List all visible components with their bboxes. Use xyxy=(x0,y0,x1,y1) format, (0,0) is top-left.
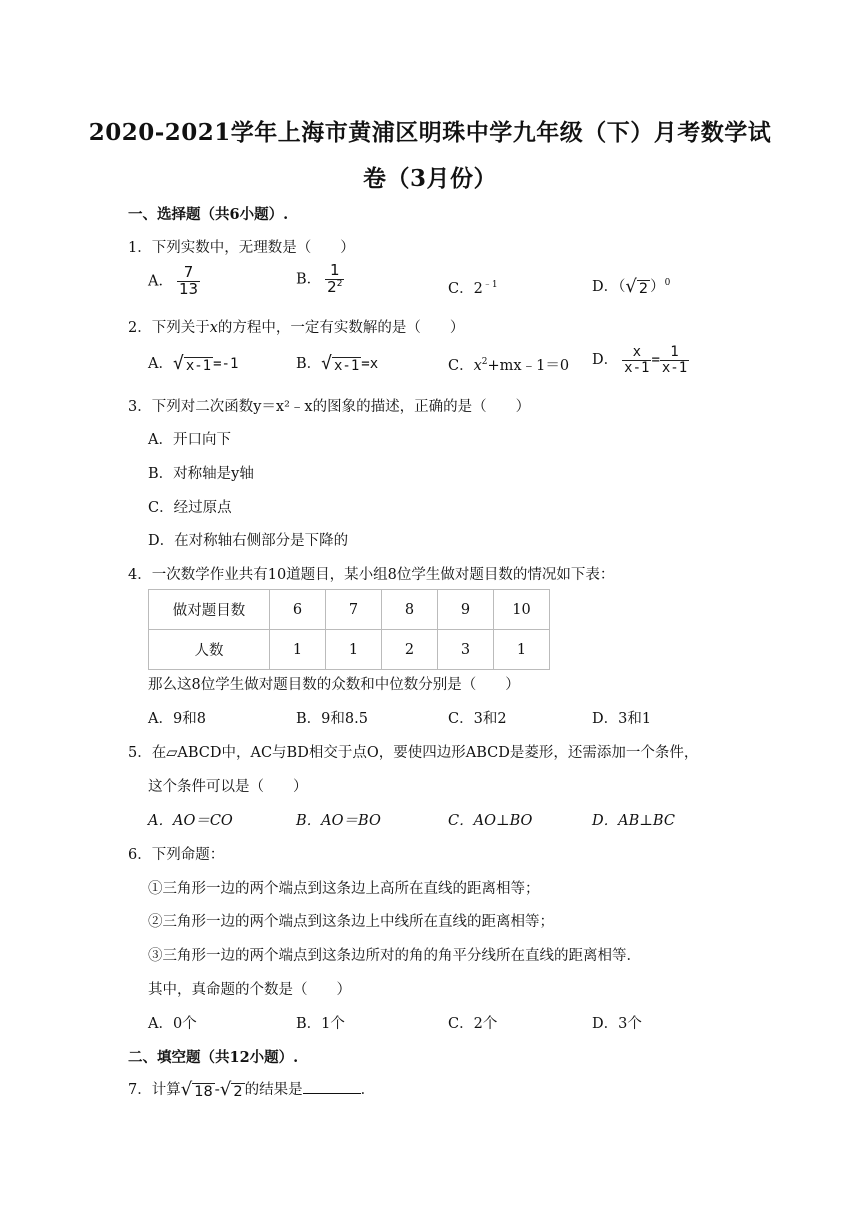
q1-option-d: D．（ √ 2 ）$^0$ xyxy=(592,275,671,297)
q1-option-c: C．$2^{﹣1}$ xyxy=(448,280,498,297)
table-cell: 1 xyxy=(494,630,550,670)
table-cell: 6 xyxy=(270,590,326,630)
table-cell: 3 xyxy=(438,630,494,670)
q6-option-b: B．1个 xyxy=(296,1016,345,1032)
table-cell: 做对题目数 xyxy=(149,590,270,630)
q6-option-c: C．2个 xyxy=(448,1016,498,1032)
q6-proposition-3: ③三角形一边的两个端点到这条边所对的角的角平分线所在直线的距离相等． xyxy=(148,948,641,964)
q2-option-c: C．$x^2+mx﹣1=0$ xyxy=(448,357,570,374)
q4-option-d: D．3和1 xyxy=(592,711,652,727)
table-row xyxy=(149,630,550,670)
section-heading-choice: 一、选择题（共6小题）. xyxy=(128,206,289,223)
q6-proposition-1: ①三角形一边的两个端点到这条边上高所在直线的距离相等； xyxy=(148,881,540,897)
table-cell: 1 xyxy=(270,630,326,670)
question-6-follow: 其中，真命题的个数是（ ） xyxy=(148,982,351,998)
q3-option-c: C．经过原点 xyxy=(148,500,232,516)
q2-option-a: A． √ x-1 =-1 xyxy=(148,352,239,374)
question-4-follow: 那么这8位学生做对题目数的众数和中位数分别是（ ） xyxy=(148,677,520,693)
q5-option-b: B．AO＝BO xyxy=(296,813,381,829)
page-title-line1: 2020-2021学年上海市黄浦区明珠中学九年级（下）月考数学试 xyxy=(88,119,772,146)
q2-option-d: D． $\frac{x}{x-1}$ = $\frac{1}{x-1}$ xyxy=(592,344,688,376)
table-cell: 2 xyxy=(382,630,438,670)
section-heading-fill: 二、填空题（共12小题）. xyxy=(128,1049,299,1066)
question-3-stem: 3．下列对二次函数y＝x²﹣x的图象的描述，正确的是（ ） xyxy=(128,399,531,415)
table-cell: 人数 xyxy=(149,630,270,670)
q1-option-a: A． $\frac{7}{13}$ xyxy=(148,263,199,298)
table-cell: 1 xyxy=(326,630,382,670)
table-cell: 10 xyxy=(494,590,550,630)
q2-option-b: B． √ x-1 =x xyxy=(296,352,379,374)
question-5-stem-line2: 这个条件可以是（ ） xyxy=(148,779,308,795)
question-6-stem: 6．下列命题： xyxy=(128,847,225,863)
question-5-stem-line1: 5．在▱ABCD中，AC与BD相交于点O，要使四边形ABCD是菱形，还需添加一个条件， xyxy=(128,745,699,761)
question-4-stem: 4．一次数学作业共有10道题目，某小组8位学生做对题目数的情况如下表： xyxy=(128,567,615,583)
q5-option-a: A．AO＝CO xyxy=(148,813,233,829)
q5-option-d: D．AB⊥BC xyxy=(592,813,675,829)
table-row xyxy=(149,590,550,630)
q5-option-c: C．AO⊥BO xyxy=(448,813,533,829)
q6-proposition-2: ②三角形一边的两个端点到这条边上中线所在直线的距离相等； xyxy=(148,914,554,930)
score-table xyxy=(148,589,550,670)
q6-option-a: A．0个 xyxy=(148,1016,197,1032)
q4-option-c: C．3和2 xyxy=(448,711,507,727)
table-cell: 7 xyxy=(326,590,382,630)
table-cell: 8 xyxy=(382,590,438,630)
q3-option-d: D．在对称轴右侧部分是下降的 xyxy=(148,533,349,549)
page-title-line2: 卷（3月份） xyxy=(362,165,497,192)
question-2-stem: 2．下列关于x的方程中，一定有实数解的是（ ） xyxy=(128,320,465,336)
q1-option-b: B． $\frac{1}{2^2}$ xyxy=(296,261,343,296)
q4-option-a: A．9和8 xyxy=(148,711,206,727)
q3-option-a: A．开口向下 xyxy=(148,432,231,448)
q3-option-b: B．对称轴是y轴 xyxy=(148,466,254,482)
table-cell: 9 xyxy=(438,590,494,630)
answer-blank[interactable] xyxy=(303,1080,361,1094)
q4-option-b: B．9和8.5 xyxy=(296,711,368,727)
question-1-stem: 1．下列实数中，无理数是（ ） xyxy=(128,240,355,256)
question-7: 7．计算 √ 18 - √ 2 的结果是 ． xyxy=(128,1078,376,1100)
q6-option-d: D．3个 xyxy=(592,1016,642,1032)
